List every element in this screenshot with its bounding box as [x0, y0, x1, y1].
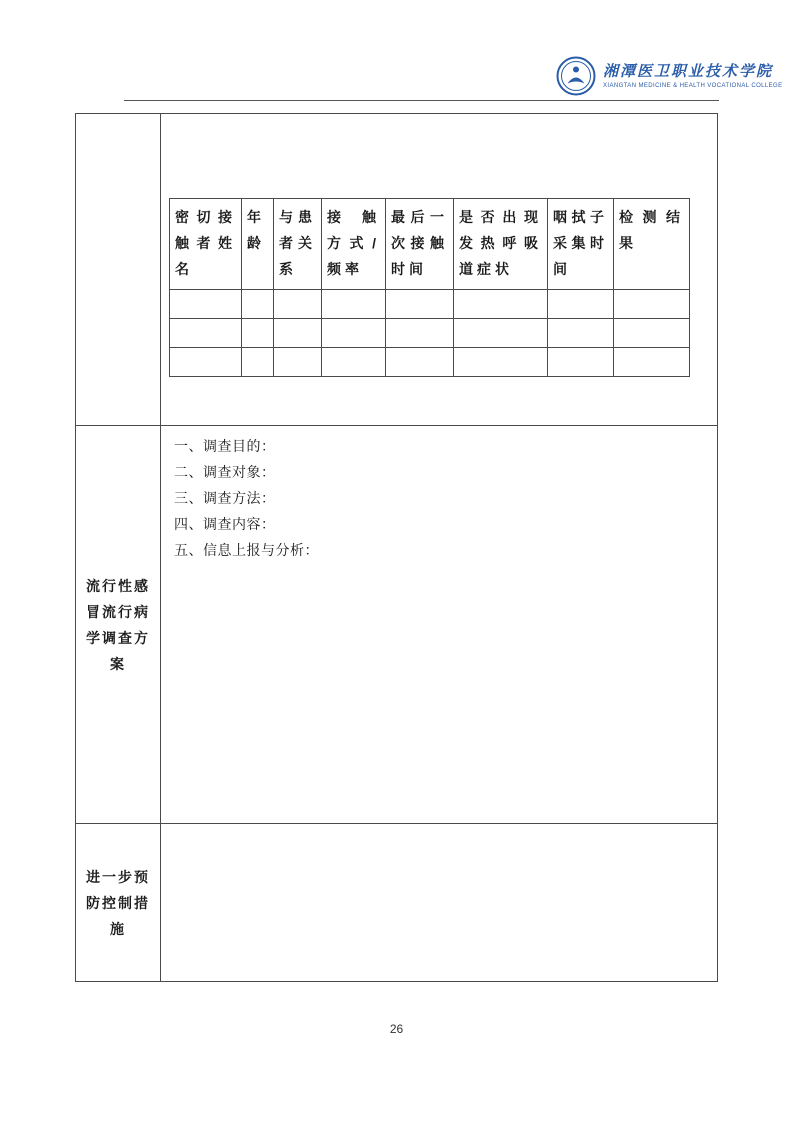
contact-table-cell [322, 319, 386, 348]
college-name-en: XIANGTAN MEDICINE & HEALTH VOCATIONAL COLLEGE [603, 83, 783, 89]
contact-table-cell [614, 319, 690, 348]
contact-table-cell [242, 348, 274, 377]
contact-register-row [76, 114, 718, 426]
college-emblem-icon [556, 56, 596, 96]
contact-table-cell [548, 319, 614, 348]
survey-item-list [161, 426, 717, 563]
contact-table-cell [274, 290, 322, 319]
page-number: 26 [389, 1022, 404, 1036]
contact-header-last-contact-time: 最后一次接触时间 [386, 199, 454, 290]
contact-table-header-row [170, 199, 690, 290]
contact-table-row [170, 319, 690, 348]
contact-table-body [170, 290, 690, 377]
contact-header-swab-time: 咽拭子采集时间 [548, 199, 614, 290]
contact-table-cell [614, 290, 690, 319]
header-divider [124, 100, 719, 101]
contact-table-cell [274, 348, 322, 377]
prevention-section-label: 进一步预防控制措施 [76, 824, 161, 982]
prevention-section-content [161, 824, 718, 982]
contact-table-cell [386, 348, 454, 377]
header-logo [556, 56, 782, 96]
survey-item-contents: 四、调查内容： [174, 516, 276, 532]
survey-item-reporting: 五、信息上报与分析： [174, 542, 319, 558]
contact-table [169, 198, 690, 377]
contact-table-cell [548, 290, 614, 319]
contact-table-row [170, 348, 690, 377]
contact-table-cell [170, 348, 242, 377]
contact-table-cell [454, 348, 548, 377]
survey-item-purpose: 一、调查目的： [174, 438, 276, 454]
survey-item-subjects: 二、调查对象： [174, 464, 276, 480]
contact-header-name: 密切接触者姓名 [170, 199, 242, 290]
contact-header-test-result: 检测结果 [614, 199, 690, 290]
main-form-table [75, 113, 718, 982]
survey-section-label: 流行性感冒流行病学调查方案 [76, 426, 161, 824]
contact-table-cell [454, 319, 548, 348]
contact-table-cell [614, 348, 690, 377]
contact-table-cell [322, 348, 386, 377]
contact-table-cell [548, 348, 614, 377]
college-name [603, 63, 782, 89]
survey-section-content [161, 426, 718, 824]
contact-header-contact-mode: 接触方式/频率 [322, 199, 386, 290]
contact-table-cell [322, 290, 386, 319]
contact-header-age: 年龄 [242, 199, 274, 290]
contact-register-cell [161, 114, 718, 426]
college-name-zh: 湘潭医卫职业技术学院 [603, 63, 774, 80]
contact-header-symptoms: 是否出现发热呼吸道症状 [454, 199, 548, 290]
contact-table-cell [386, 290, 454, 319]
contact-header-relation: 与患者关系 [274, 199, 322, 290]
prevention-row [76, 824, 718, 982]
contact-table-cell [454, 290, 548, 319]
contact-table-cell [170, 290, 242, 319]
empty-label-cell [76, 114, 161, 426]
contact-table-cell [274, 319, 322, 348]
contact-table-cell [242, 290, 274, 319]
survey-item-methods: 三、调查方法： [174, 490, 276, 506]
contact-table-cell [242, 319, 274, 348]
contact-table-cell [386, 319, 454, 348]
contact-table-cell [170, 319, 242, 348]
contact-table-row [170, 290, 690, 319]
survey-plan-row [76, 426, 718, 824]
